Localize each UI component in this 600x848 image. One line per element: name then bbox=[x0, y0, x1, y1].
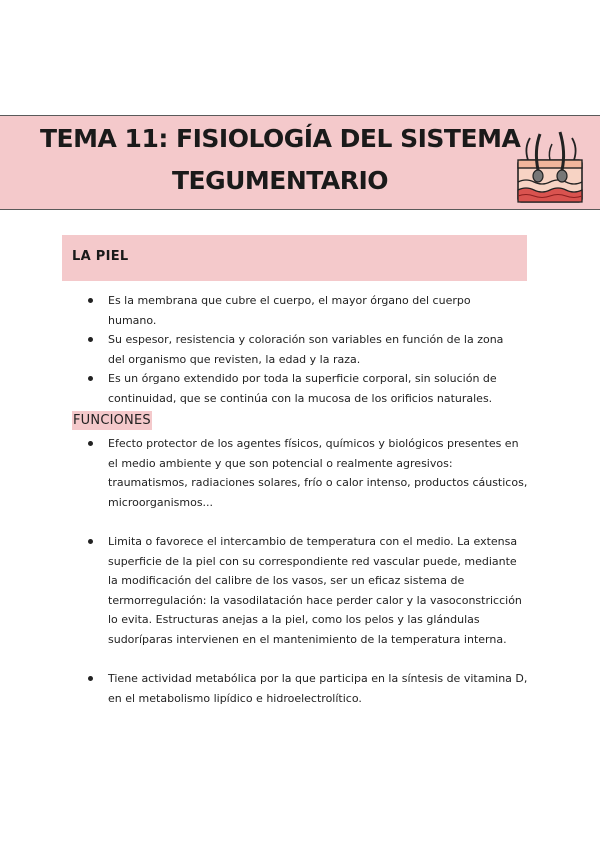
list-item bbox=[88, 434, 528, 512]
section-heading-box bbox=[62, 235, 527, 281]
la-piel-list bbox=[88, 291, 518, 408]
list-item-text: Limita o favorece el intercambio de temperatura con el medio. La extensa superficie de la piel con su correspondiente red vascular puede, mediante la modificación del calibre de los vasos, ser un eficaz sistema de termorregulación: la vasodilatación hace perder calor y la vasoconstricción lo evita. Estructuras anejas a la piel, como los pelos y las glándulas sudoríparas intervienen en el mantenimiento de la temperatura interna. bbox=[108, 535, 522, 646]
bullet-icon bbox=[88, 298, 93, 303]
list-item bbox=[88, 330, 518, 369]
list-item-text: Su espesor, resistencia y coloración son variables en función de la zona del organismo que revisten, la edad y la raza. bbox=[108, 333, 504, 366]
funciones-list bbox=[88, 434, 528, 708]
bullet-icon bbox=[88, 337, 93, 342]
list-item bbox=[88, 532, 528, 649]
list-item-text: Es la membrana que cubre el cuerpo, el mayor órgano del cuerpo humano. bbox=[108, 294, 471, 327]
list-item-text: Efecto protector de los agentes físicos, químicos y biológicos presentes en el medio ambiente y que son potencial o realmente agresivos: traumatismos, radiaciones solares, frío o calor intenso, productos cáusticos, microorganismos... bbox=[108, 437, 528, 509]
list-item bbox=[88, 369, 518, 408]
bullet-icon bbox=[88, 441, 93, 446]
title-banner bbox=[0, 115, 600, 210]
page-title-line-1: TEMA 11: FISIOLOGÍA DEL SISTEMA bbox=[40, 124, 521, 153]
list-item bbox=[88, 291, 518, 330]
section-heading-funciones: FUNCIONES bbox=[73, 413, 151, 428]
list-item-text: Es un órgano extendido por toda la superficie corporal, sin solución de continuidad, que se continúa con la mucosa de los orificios naturales. bbox=[108, 372, 497, 405]
list-item-text: Tiene actividad metabólica por la que participa en la síntesis de vitamina D, en el metabolismo lipídico e hidroelectrolítico. bbox=[108, 672, 528, 705]
bullet-icon bbox=[88, 376, 93, 381]
list-item bbox=[88, 669, 528, 708]
bullet-icon bbox=[88, 539, 93, 544]
page-title-line-2: TEGUMENTARIO bbox=[171, 166, 389, 195]
skin-cross-section-icon bbox=[512, 130, 588, 206]
section-heading-la-piel: LA PIEL bbox=[72, 249, 129, 264]
bullet-icon bbox=[88, 676, 93, 681]
